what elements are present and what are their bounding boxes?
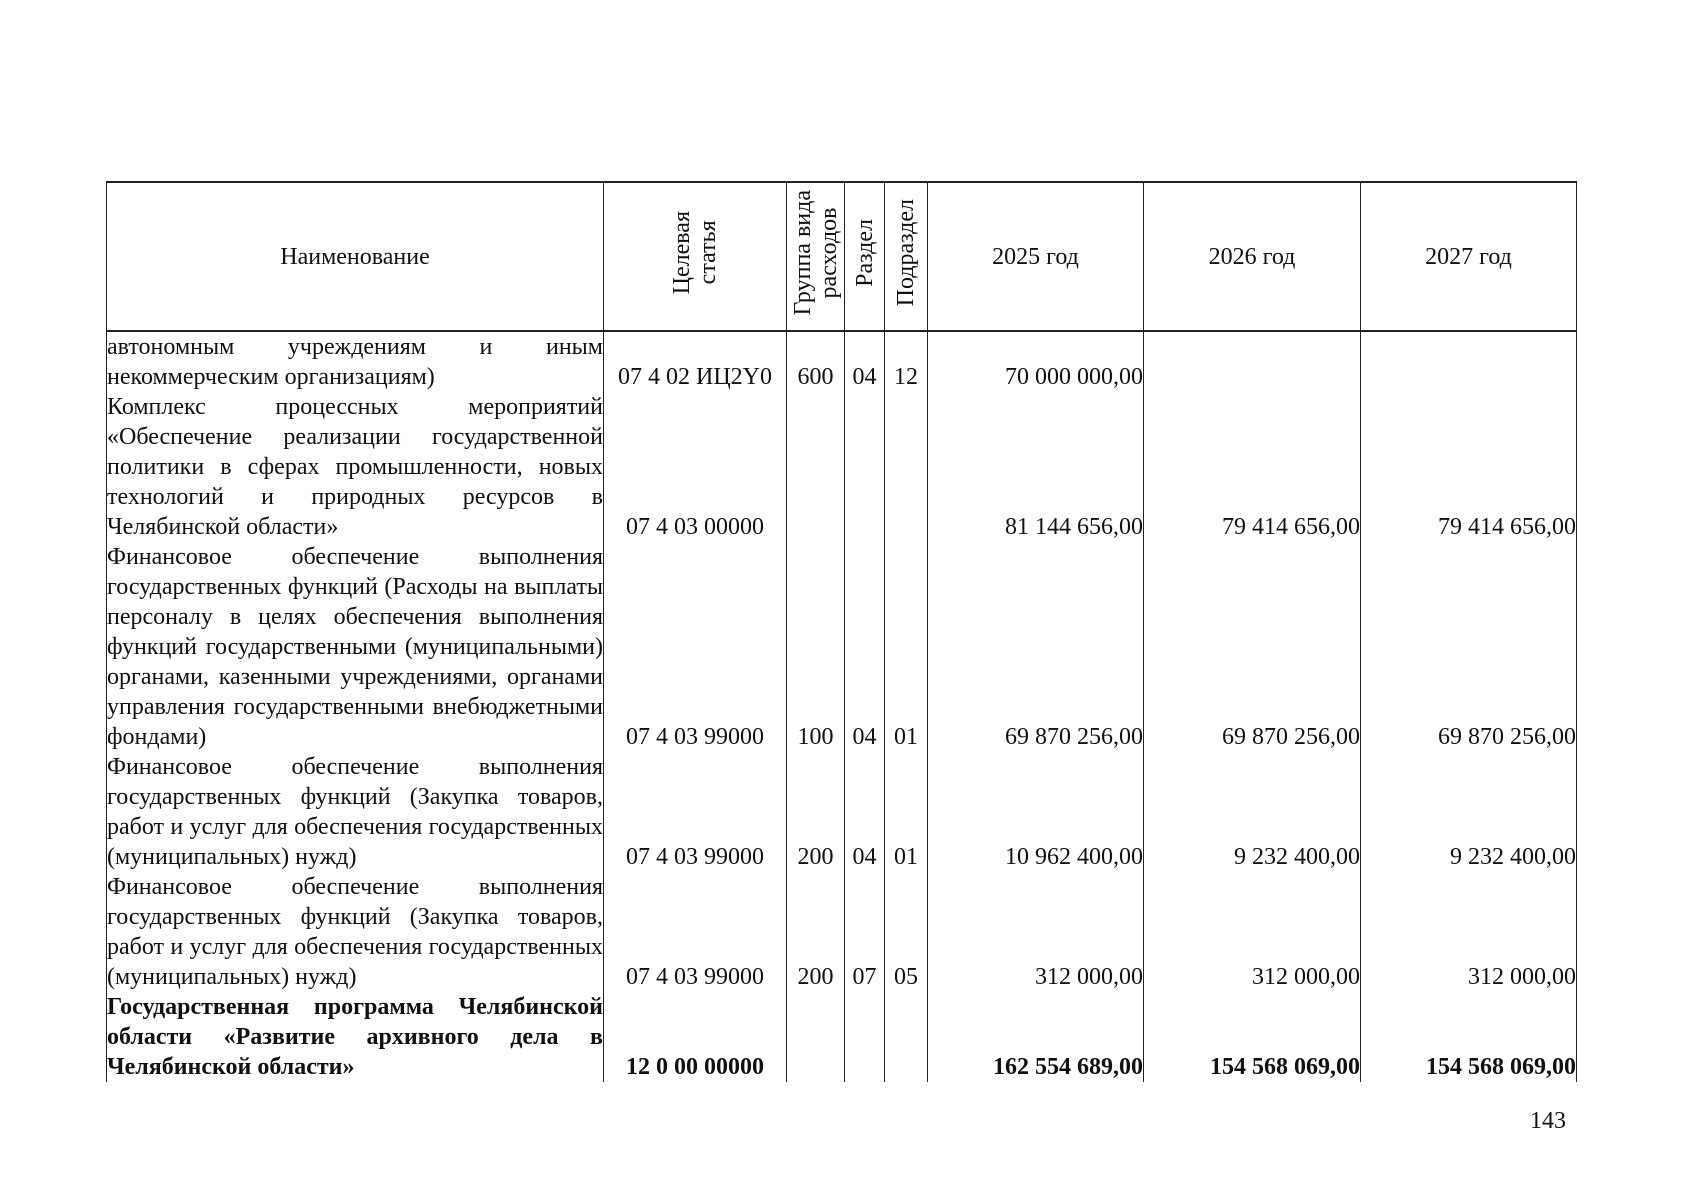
table-row: [107, 872, 1577, 992]
header-target-article: Целевая статья: [604, 182, 787, 331]
table-row: [107, 392, 1577, 542]
row-subsection: 12: [885, 331, 928, 392]
table-row: [107, 542, 1577, 752]
row-amount-2026: 9 232 400,00: [1144, 752, 1361, 872]
row-subsection: [885, 392, 928, 542]
row-target-article: 07 4 03 99000: [604, 872, 787, 992]
row-target-article: 07 4 02 ИЦ2Y0: [604, 331, 787, 392]
header-2025: 2025 год: [928, 182, 1144, 331]
row-amount-2026: [1144, 331, 1361, 392]
row-amount-2027: [1361, 331, 1577, 392]
row-amount-2027: 154 568 069,00: [1361, 992, 1577, 1082]
row-target-article: 12 0 00 00000: [604, 992, 787, 1082]
row-section: 07: [845, 872, 885, 992]
row-name: автономным учреждениям и иным некоммерческим организациям): [107, 331, 604, 392]
row-amount-2027: 69 870 256,00: [1361, 542, 1577, 752]
header-2026: 2026 год: [1144, 182, 1361, 331]
table-row: [107, 331, 1577, 392]
row-amount-2025: 70 000 000,00: [928, 331, 1144, 392]
row-expense-group: 200: [787, 752, 845, 872]
header-subsection: Подраздел: [885, 182, 928, 331]
row-amount-2025: 69 870 256,00: [928, 542, 1144, 752]
row-expense-group: 600: [787, 331, 845, 392]
row-amount-2027: 9 232 400,00: [1361, 752, 1577, 872]
header-section: Раздел: [845, 182, 885, 331]
row-name: Финансовое обеспечение выполнения государственных функций (Расходы на выплаты персоналу в целях обеспечения выполнения функций государственными (муниципальными) органами, казенными учреждениями, органами управления государственными внебюджетными фондами): [107, 544, 603, 750]
row-amount-2027: 312 000,00: [1361, 872, 1577, 992]
row-amount-2025: 10 962 400,00: [928, 752, 1144, 872]
row-section: [845, 392, 885, 542]
table-row: [107, 992, 1577, 1082]
row-expense-group: [787, 392, 845, 542]
row-expense-group: [787, 992, 845, 1082]
table-body: [107, 331, 1577, 1082]
row-amount-2025: 81 144 656,00: [928, 392, 1144, 542]
row-name: Финансовое обеспечение выполнения государственных функций (Закупка товаров, работ и услуг для обеспечения государственных (муниципальных) нужд): [107, 754, 603, 870]
row-name: Финансовое обеспечение выполнения государственных функций (Закупка товаров, работ и услуг для обеспечения государственных (муниципальных) нужд): [107, 874, 603, 990]
row-amount-2025: 312 000,00: [928, 872, 1144, 992]
row-section: [845, 992, 885, 1082]
row-subsection: 05: [885, 872, 928, 992]
page-number: 143: [1530, 1108, 1566, 1134]
budget-table: [106, 181, 1577, 1082]
row-subsection: [885, 992, 928, 1082]
row-amount-2026: 79 414 656,00: [1144, 392, 1361, 542]
row-expense-group: 200: [787, 872, 845, 992]
header-row: [107, 182, 1577, 331]
header-2027: 2027 год: [1361, 182, 1577, 331]
header-expense-group: Группа вида расходов: [787, 182, 845, 331]
row-subsection: 01: [885, 752, 928, 872]
row-expense-group: 100: [787, 542, 845, 752]
row-amount-2026: 312 000,00: [1144, 872, 1361, 992]
row-amount-2026: 69 870 256,00: [1144, 542, 1361, 752]
row-target-article: 07 4 03 99000: [604, 542, 787, 752]
row-target-article: 07 4 03 00000: [604, 392, 787, 542]
row-target-article: 07 4 03 99000: [604, 752, 787, 872]
row-subsection: 01: [885, 542, 928, 752]
row-name: Государственная программа Челябинской области «Развитие архивного дела в Челябинской области»: [107, 994, 603, 1080]
row-section: 04: [845, 542, 885, 752]
header-name: Наименование: [107, 182, 604, 331]
row-section: 04: [845, 331, 885, 392]
table-row: [107, 752, 1577, 872]
row-amount-2025: 162 554 689,00: [928, 992, 1144, 1082]
row-name: Комплекс процессных мероприятий «Обеспечение реализации государственной политики в сферах промышленности, новых технологий и природных ресурсов в Челябинской области»: [107, 394, 603, 540]
row-amount-2027: 79 414 656,00: [1361, 392, 1577, 542]
row-section: 04: [845, 752, 885, 872]
row-amount-2026: 154 568 069,00: [1144, 992, 1361, 1082]
